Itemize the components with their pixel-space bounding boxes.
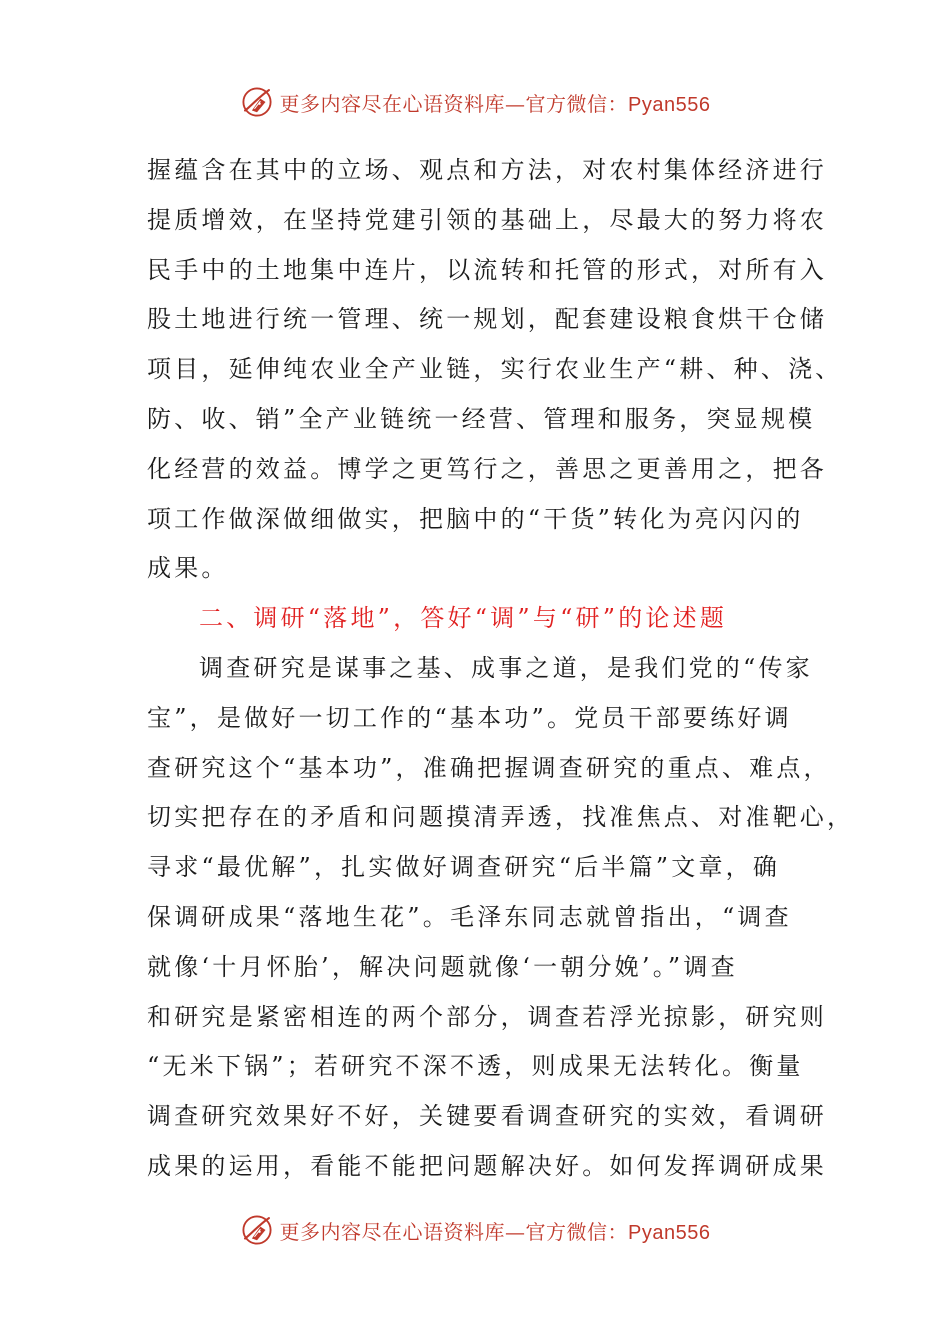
body-line: 提质增效，在坚持党建引领的基础上，尽最大的努力将农 [147, 205, 827, 234]
body-line: 就像‘十月怀胎’，解决问题就像‘一朝分娩’。”调查 [147, 952, 738, 981]
header-watermark-banner [0, 82, 950, 122]
body-line: 切实把存在的矛盾和问题摸清弄透，找准焦点、对准靶心， [147, 803, 855, 832]
banner-text: 更多内容尽在心语资料库—官方微信：Pyan556 [279, 91, 711, 116]
wechat-id: Pyan556 [628, 93, 711, 116]
body-line: 民手中的土地集中连片，以流转和托管的形式，对所有入 [147, 255, 827, 284]
body-line: 股土地进行统一管理、统一规划，配套建设粮食烘干仓储 [147, 305, 827, 334]
footer-watermark-banner [0, 1210, 950, 1250]
banner-text: 更多内容尽在心语资料库—官方微信：Pyan556 [279, 1219, 711, 1244]
body-line: 成果。 [147, 554, 229, 583]
body-line: 成果的运用，看能不能把问题解决好。如何发挥调研成果 [147, 1151, 827, 1180]
body-line: 寻求“最优解”，扎实做好调查研究“后半篇”文章，确 [147, 853, 781, 882]
body-line: 项工作做深做细做实，把脑中的“干货”转化为亮闪闪的 [147, 504, 804, 533]
body-line: 防、收、销”全产业链统一经营、管理和服务，突显规模 [147, 404, 816, 433]
body-line: 和研究是紧密相连的两个部分，调查若浮光掠影，研究则 [147, 1002, 827, 1031]
body-line: 宝”，是做好一切工作的“基本功”。党员干部要练好调 [147, 703, 792, 732]
body-line: 调查研究效果好不好，关键要看调查研究的实效，看调研 [147, 1102, 827, 1131]
body-line: 查研究这个“基本功”，准确把握调查研究的重点、难点， [147, 753, 831, 782]
pen-nib-logo-icon [240, 1213, 274, 1247]
section-heading: 二、调研“落地”，答好“调”与“研”的论述题 [199, 604, 728, 633]
wechat-id: Pyan556 [628, 1221, 711, 1244]
pen-nib-logo-icon [240, 85, 274, 119]
body-line: 化经营的效益。博学之更笃行之，善思之更善用之，把各 [147, 454, 827, 483]
body-line: 保调研成果“落地生花”。毛泽东同志就曾指出，“调查 [147, 902, 792, 931]
body-line: 握蕴含在其中的立场、观点和方法，对农村集体经济进行 [147, 156, 827, 184]
paragraph-first-line: 调查研究是谋事之基、成事之道，是我们党的“传家 [199, 653, 813, 682]
body-line: 项目，延伸纯农业全产业链，实行农业生产“耕、种、浇、 [147, 355, 843, 384]
document-body [147, 146, 855, 1192]
body-line: “无米下锅”；若研究不深不透，则成果无法转化。衡量 [147, 1052, 804, 1081]
